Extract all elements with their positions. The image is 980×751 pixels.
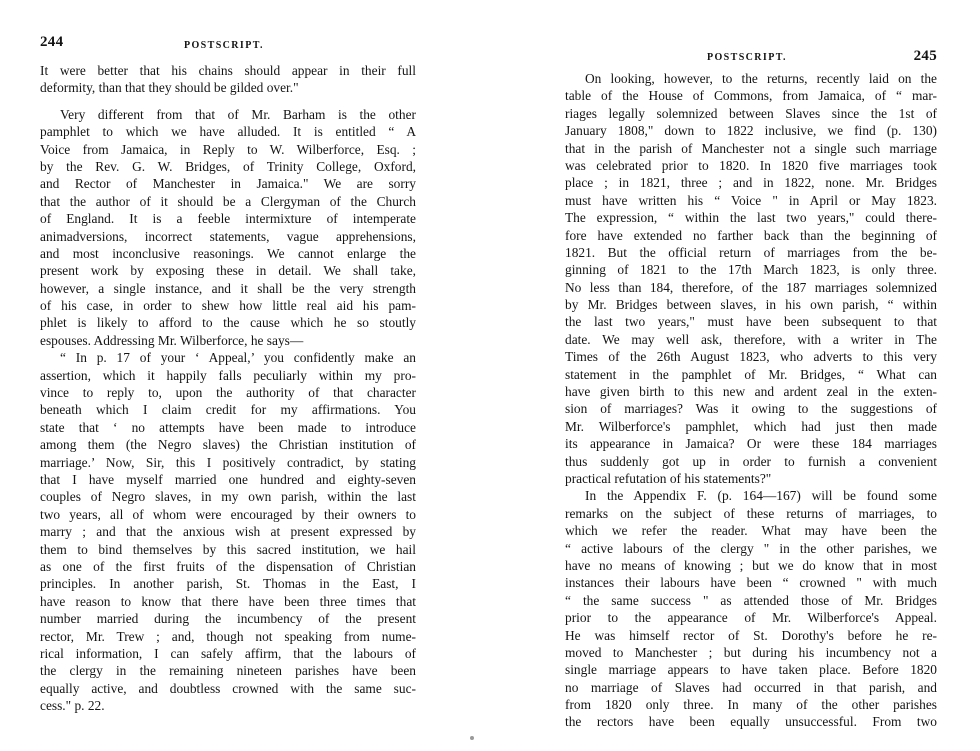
text-line: statement in the pamphlet of Mr. Bridges, “ What can bbox=[565, 366, 937, 382]
text-line: place ; in 1821, three ; and in 1822, none. Mr. Bridges bbox=[565, 175, 937, 191]
text-line: state that ‘ no attempts have been made to introduce bbox=[40, 419, 416, 435]
text-line: cess." p. 22. bbox=[40, 698, 105, 714]
text-line: fore have extended no farther back than the beginning of bbox=[565, 227, 937, 243]
text-line: marriage.’ Now, Sir, this I positively contradict, by stating bbox=[40, 454, 416, 470]
text-line: practical refutation of his statements?" bbox=[565, 470, 772, 486]
text-line: have no means of knowing ; but we do know that in most bbox=[565, 557, 937, 573]
text-line: date. We may well ask, therefore, with a writer in The bbox=[565, 331, 937, 347]
right-running-head bbox=[565, 0, 937, 64]
text-line: animadversions, incorrect statements, vague apprehensions, bbox=[40, 228, 416, 244]
text-line: He was himself rector of St. Dorothy's before he re- bbox=[565, 627, 937, 643]
left-running-head bbox=[40, 0, 416, 51]
left-body-text bbox=[40, 62, 416, 714]
text-line: that the author of it should be a Clergyman of the Church bbox=[40, 193, 416, 209]
text-line: ginning of 1821 to the 17th March 1823, is only three. bbox=[565, 262, 937, 278]
text-line: that in the parish of Manchester not a single such marriage bbox=[565, 140, 937, 156]
text-line: and Rector of Manchester in Jamaica." We are sorry bbox=[40, 176, 416, 192]
text-line: beneath which I claim credit for my affirmations. You bbox=[40, 402, 416, 418]
text-line: In the Appendix F. (p. 164—167) will be found some bbox=[585, 488, 937, 504]
text-line: “ In p. 17 of your ‘ Appeal,’ you confidently make an bbox=[60, 350, 416, 366]
paragraph-gap bbox=[40, 97, 416, 106]
text-line: by Mr. Bridges between slaves, in his own parish, “ within bbox=[565, 297, 937, 313]
text-line: “ active labours of the clergy " in the other parishes, we bbox=[565, 540, 937, 556]
text-line: and most inconclusive reasonings. We cannot enlarge the bbox=[40, 245, 416, 261]
text-line: the rectors have been equally unsuccessful. From two bbox=[565, 714, 937, 730]
left-page bbox=[40, 0, 416, 714]
text-line: assertion, which it happily falls peculiarly within my pro- bbox=[40, 367, 416, 383]
text-line: of his case, in order to shew how little real aid his pam- bbox=[40, 298, 416, 314]
text-line: no marriage of Slaves had occurred in that parish, and bbox=[565, 679, 937, 695]
text-line: its appearance in Jamaica? Or were these 184 marriages bbox=[565, 436, 937, 452]
text-line: January 1808," down to 1822 inclusive, we find (p. 130) bbox=[565, 123, 937, 139]
text-line: rector, Mr. Trew ; and, though not speaking from nume- bbox=[40, 628, 416, 644]
text-line: however, a single instance, and it shall be the very strength bbox=[40, 280, 416, 296]
text-line: which we refer the reader. What may have been the bbox=[565, 523, 937, 539]
text-line: deformity, than that they should be gilded over." bbox=[40, 80, 299, 96]
right-running-title: POSTSCRIPT. bbox=[707, 52, 787, 63]
right-page-number: 245 bbox=[913, 48, 937, 64]
text-line: couples of Negro slaves, in my own parish, within the last bbox=[40, 489, 416, 505]
text-line: present work by exposing these in detail. We shall take, bbox=[40, 263, 416, 279]
scan-speck bbox=[470, 736, 474, 740]
right-body-text bbox=[565, 70, 937, 731]
text-line: them to bind themselves by this sacred institution, we hail bbox=[40, 541, 416, 557]
left-page-number: 244 bbox=[40, 34, 64, 50]
text-line: instances their labours have been “ crowned " with much bbox=[565, 575, 937, 591]
text-line: among them (the Negro slaves) the Christian institution of bbox=[40, 437, 416, 453]
right-page bbox=[565, 0, 937, 730]
text-line: of England. It is a feeble intermixture of intemperate bbox=[40, 211, 416, 227]
text-line: phlet is likely to afford to the cause which he so stoutly bbox=[40, 315, 416, 331]
text-line: marry ; and that the anxious wish at present expressed by bbox=[40, 524, 416, 540]
text-line: Times of the 26th August 1823, who adverts to this very bbox=[565, 349, 937, 365]
text-line: moved to Manchester ; but during his incumbency not a bbox=[565, 644, 937, 660]
text-line: number married during the incumbency of the present bbox=[40, 611, 416, 627]
text-line: from 1820 only three. In many of the other parishes bbox=[565, 697, 937, 713]
text-line: equally active, and doubtless crowned with the same suc- bbox=[40, 680, 416, 696]
text-line: by the Rev. G. W. Bridges, of Trinity College, Oxford, bbox=[40, 158, 416, 174]
text-line: espouses. Addressing Mr. Wilberforce, he says— bbox=[40, 332, 304, 348]
text-line: Very different from that of Mr. Barham is the other bbox=[60, 106, 416, 122]
text-line: “ the same success " as attended those of Mr. Bridges bbox=[565, 592, 937, 608]
text-line: have given birth to this new and ardent zeal in the exten- bbox=[565, 384, 937, 400]
text-line: single marriage appears to have taken place. Before 1820 bbox=[565, 662, 937, 678]
text-line: was celebrated prior to 1820. In 1820 five marriages took bbox=[565, 157, 937, 173]
text-line: principles. In another parish, St. Thomas in the East, I bbox=[40, 576, 416, 592]
left-running-title: POSTSCRIPT. bbox=[184, 40, 264, 51]
text-line: sion of marriages? Was it owing to the suggestions of bbox=[565, 401, 937, 417]
text-line: No less than 184, therefore, of the 187 marriages solemnized bbox=[565, 279, 937, 295]
text-line: riages legally solemnized between Slaves since the 1st of bbox=[565, 105, 937, 121]
text-line: On looking, however, to the returns, recently laid on the bbox=[585, 71, 937, 86]
text-line: as one of the first fruits of the dispensation of Christian bbox=[40, 558, 416, 574]
text-line: remarks on the subject of these returns of marriages, to bbox=[565, 505, 937, 521]
text-line: two years, all of whom were encouraged by their owners to bbox=[40, 506, 416, 522]
text-line: It were better that his chains should appear in their full bbox=[40, 63, 416, 78]
text-line: the last two years," must have been subsequent to that bbox=[565, 314, 937, 330]
text-line: Mr. Wilberforce's pamphlet, which had just then made bbox=[565, 418, 937, 434]
text-line: Voice from Jamaica, in Reply to W. Wilberforce, Esq. ; bbox=[40, 141, 416, 157]
text-line: the clergy in the remaining nineteen parishes have been bbox=[40, 663, 416, 679]
text-line: vince to reply to, upon the authority of that character bbox=[40, 385, 416, 401]
text-line: table of the House of Commons, from Jamaica, of “ mar- bbox=[565, 88, 937, 104]
text-line: must have written his “ Voice " in April or May 1823. bbox=[565, 192, 937, 208]
text-line: 1821. But the official return of marriages from the be- bbox=[565, 244, 937, 260]
text-line: prior to the appearance of Mr. Wilberforce's Appeal. bbox=[565, 610, 937, 626]
text-line: have reason to know that there have been three times that bbox=[40, 593, 416, 609]
text-line: thus suddenly got up in order to furnish a convenient bbox=[565, 453, 937, 469]
text-line: rical information, I can safely affirm, that the labours of bbox=[40, 645, 416, 661]
text-line: that I have myself married one hundred and eighty-seven bbox=[40, 471, 416, 487]
text-line: pamphlet to which we have alluded. It is entitled “ A bbox=[40, 124, 416, 140]
text-line: The expression, “ within the last two years," could there- bbox=[565, 210, 937, 226]
